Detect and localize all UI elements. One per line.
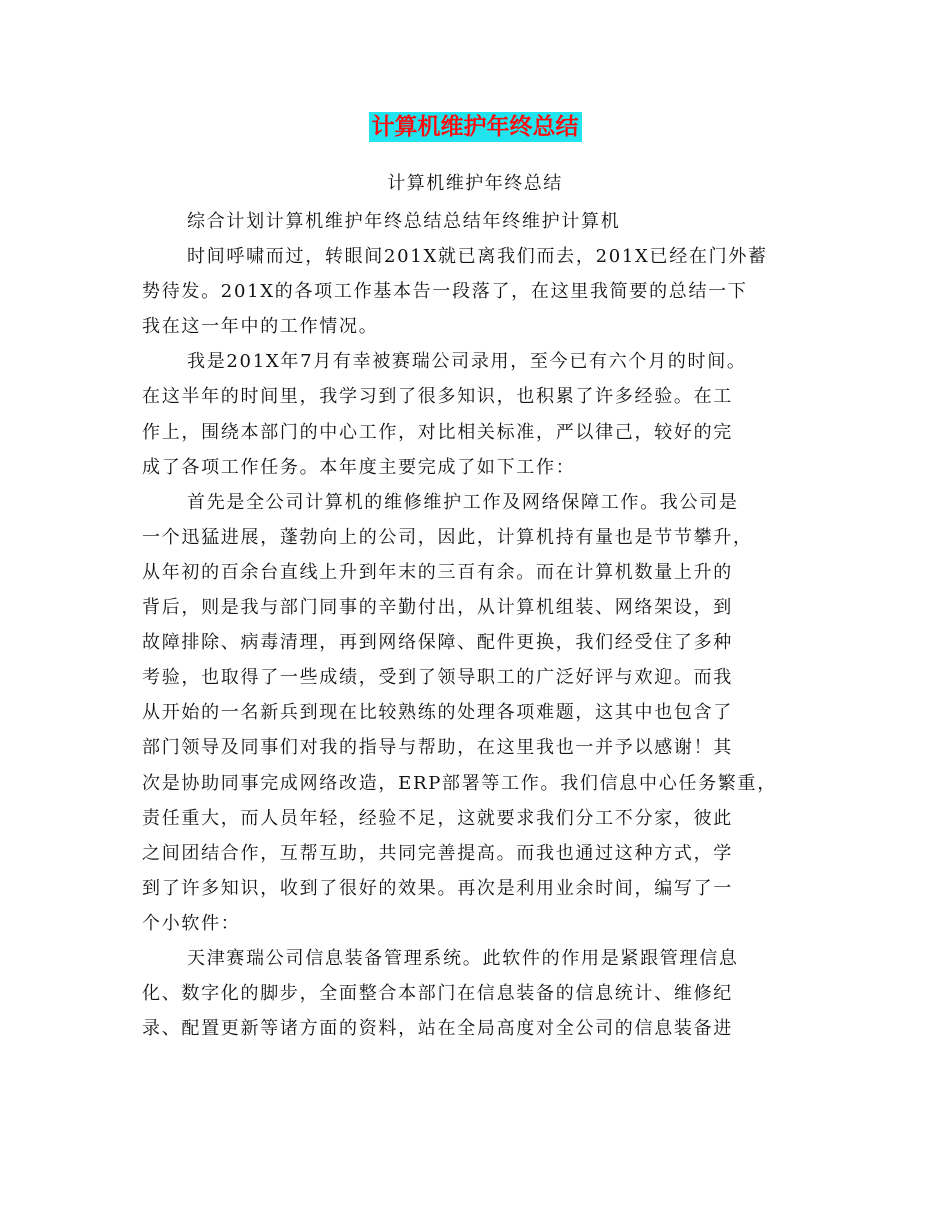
body-line: 录、配置更新等诸方面的资料，站在全局高度对全公司的信息装备进 <box>142 1018 733 1040</box>
document-subtitle: 计算机维护年终总结 <box>387 173 563 194</box>
body-line: 个小软件： <box>142 912 241 934</box>
body-line: 我是201X年7月有幸被赛瑞公司录用，至今已有六个月的时间。 <box>187 351 747 373</box>
body-line: 化、数字化的脚步，全面整合本部门在信息装备的信息统计、维修纪 <box>142 983 733 1005</box>
body-line: 考验，也取得了一些成绩，受到了领导职工的广泛好评与欢迎。而我 <box>142 667 733 689</box>
body-line: 故障排除、病毒清理，再到网络保障、配件更换，我们经受住了多种 <box>142 632 733 654</box>
body-line: 之间团结合作，互帮互助，共同完善提高。而我也通过这种方式，学 <box>142 842 733 864</box>
body-line: 我在这一年中的工作情况。 <box>142 316 379 338</box>
body-line: 到了许多知识，收到了很好的效果。再次是利用业余时间，编写了一 <box>142 877 733 899</box>
document-body <box>142 204 832 1046</box>
body-line: 从开始的一名新兵到现在比较熟练的处理各项难题，这其中也包含了 <box>142 702 733 724</box>
body-line: 天津赛瑞公司信息装备管理系统。此软件的作用是紧跟管理信息 <box>187 947 739 969</box>
body-line: 背后，则是我与部门同事的辛勤付出，从计算机组装、网络架设，到 <box>142 597 733 619</box>
body-line: 综合计划计算机维护年终总结总结年终维护计算机 <box>187 211 621 232</box>
body-line: 责任重大，而人员年轻，经验不足，这就要求我们分工不分家，彼此 <box>142 807 733 829</box>
document-title: 计算机维护年终总结 <box>369 112 582 142</box>
body-line: 在这半年的时间里，我学习到了很多知识，也积累了许多经验。在工 <box>142 386 733 408</box>
body-line: 次是协助同事完成网络改造，ERP部署等工作。我们信息中心任务繁重， <box>142 772 777 794</box>
title-row <box>0 112 950 142</box>
body-line: 作上，围绕本部门的中心工作，对比相关标准，严以律己，较好的完 <box>142 421 733 443</box>
body-line: 成了各项工作任务。本年度主要完成了如下工作： <box>142 456 576 478</box>
body-line: 势待发。201X的各项工作基本告一段落了，在这里我简要的总结一下 <box>142 281 748 303</box>
body-line: 时间呼啸而过，转眼间201X就已离我们而去，201X已经在门外蓄 <box>187 246 768 268</box>
body-line: 部门领导及同事们对我的指导与帮助，在这里我也一并予以感谢！其 <box>142 737 733 759</box>
body-line: 首先是全公司计算机的维修维护工作及网络保障工作。我公司是 <box>187 491 739 513</box>
body-line: 从年初的百余台直线上升到年末的三百有余。而在计算机数量上升的 <box>142 561 733 583</box>
body-line: 一个迅猛进展，蓬勃向上的公司，因此，计算机持有量也是节节攀升， <box>142 526 753 548</box>
